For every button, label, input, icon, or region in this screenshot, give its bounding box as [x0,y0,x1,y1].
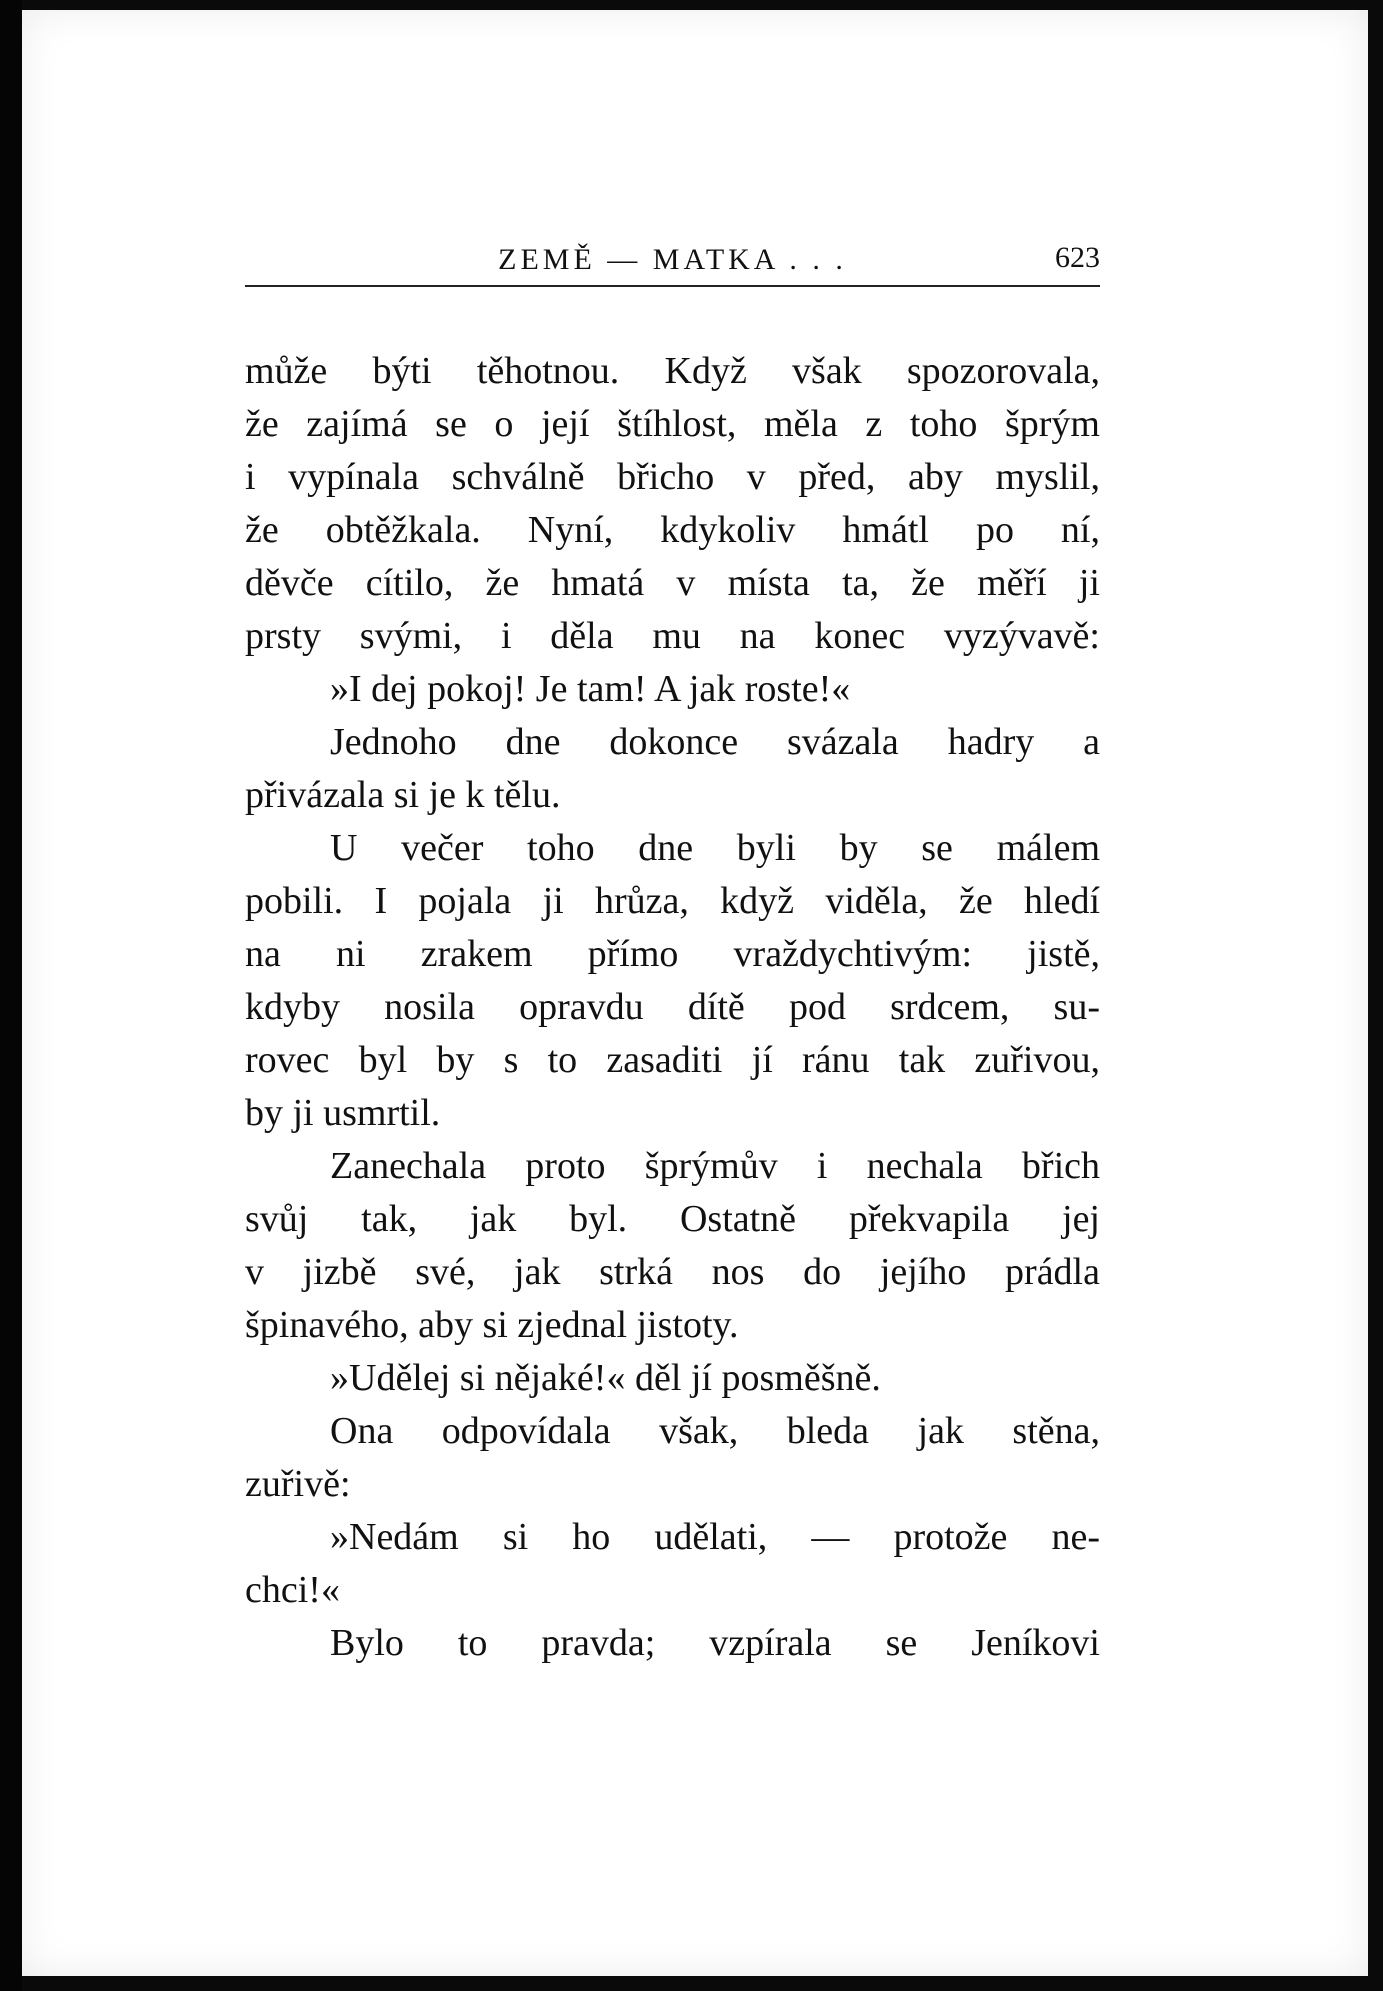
body-text [245,345,1100,1670]
text-line: »Udělej si nějaké!« děl jí posměšně. [330,1357,881,1399]
text-line: i vypínala schválně břicho v před, aby myslil, [245,456,1100,498]
text-line: rovec byl by s to zasaditi jí ránu tak zuřivou, [245,1039,1100,1081]
text-line: prsty svými, i děla mu na konec vyzývavě: [245,615,1100,657]
text-line: špinavého, aby si zjednal jistoty. [245,1304,739,1346]
text-line: Bylo to pravda; vzpírala se Jeníkovi [330,1622,1100,1664]
page-header [245,235,1100,287]
text-line: kdyby nosila opravdu dítě pod srdcem, su- [245,986,1100,1028]
text-line: že zajímá se o její štíhlost, měla z toho šprým [245,403,1100,445]
text-line: může býti těhotnou. Když však spozorovala, [245,350,1100,392]
text-line: by ji usmrtil. [245,1092,441,1134]
text-line: Jednoho dne dokonce svázala hadry a [330,721,1100,763]
text-line: »Nedám si ho udělati, — protože ne- [330,1516,1100,1558]
text-line: »I dej pokoj! Je tam! A jak roste!« [330,668,851,710]
text-line: zuřivě: [245,1463,351,1505]
text-line: Ona odpovídala však, bleda jak stěna, [330,1410,1100,1452]
text-line: přivázala si je k tělu. [245,774,561,816]
page-number: 623 [1055,241,1100,274]
text-line: U večer toho dne byli by se málem [330,827,1100,869]
text-line: pobili. I pojala ji hrůza, když viděla, že hledí [245,880,1100,922]
text-line: děvče cítilo, že hmatá v místa ta, že měří ji [245,562,1100,604]
text-line: na ni zrakem přímo vraždychtivým: jistě, [245,933,1100,975]
binding-edge [0,0,22,1991]
running-title: ZEMĚ — MATKA . . . [498,243,847,276]
text-line: Zanechala proto šprýmův i nechala břich [330,1145,1100,1187]
text-line: že obtěžkala. Nyní, kdykoliv hmátl po ní, [245,509,1100,551]
text-line: svůj tak, jak byl. Ostatně překvapila jej [245,1198,1100,1240]
text-line: v jizbě své, jak strká nos do jejího prádla [245,1251,1100,1293]
text-line: chci!« [245,1569,340,1611]
